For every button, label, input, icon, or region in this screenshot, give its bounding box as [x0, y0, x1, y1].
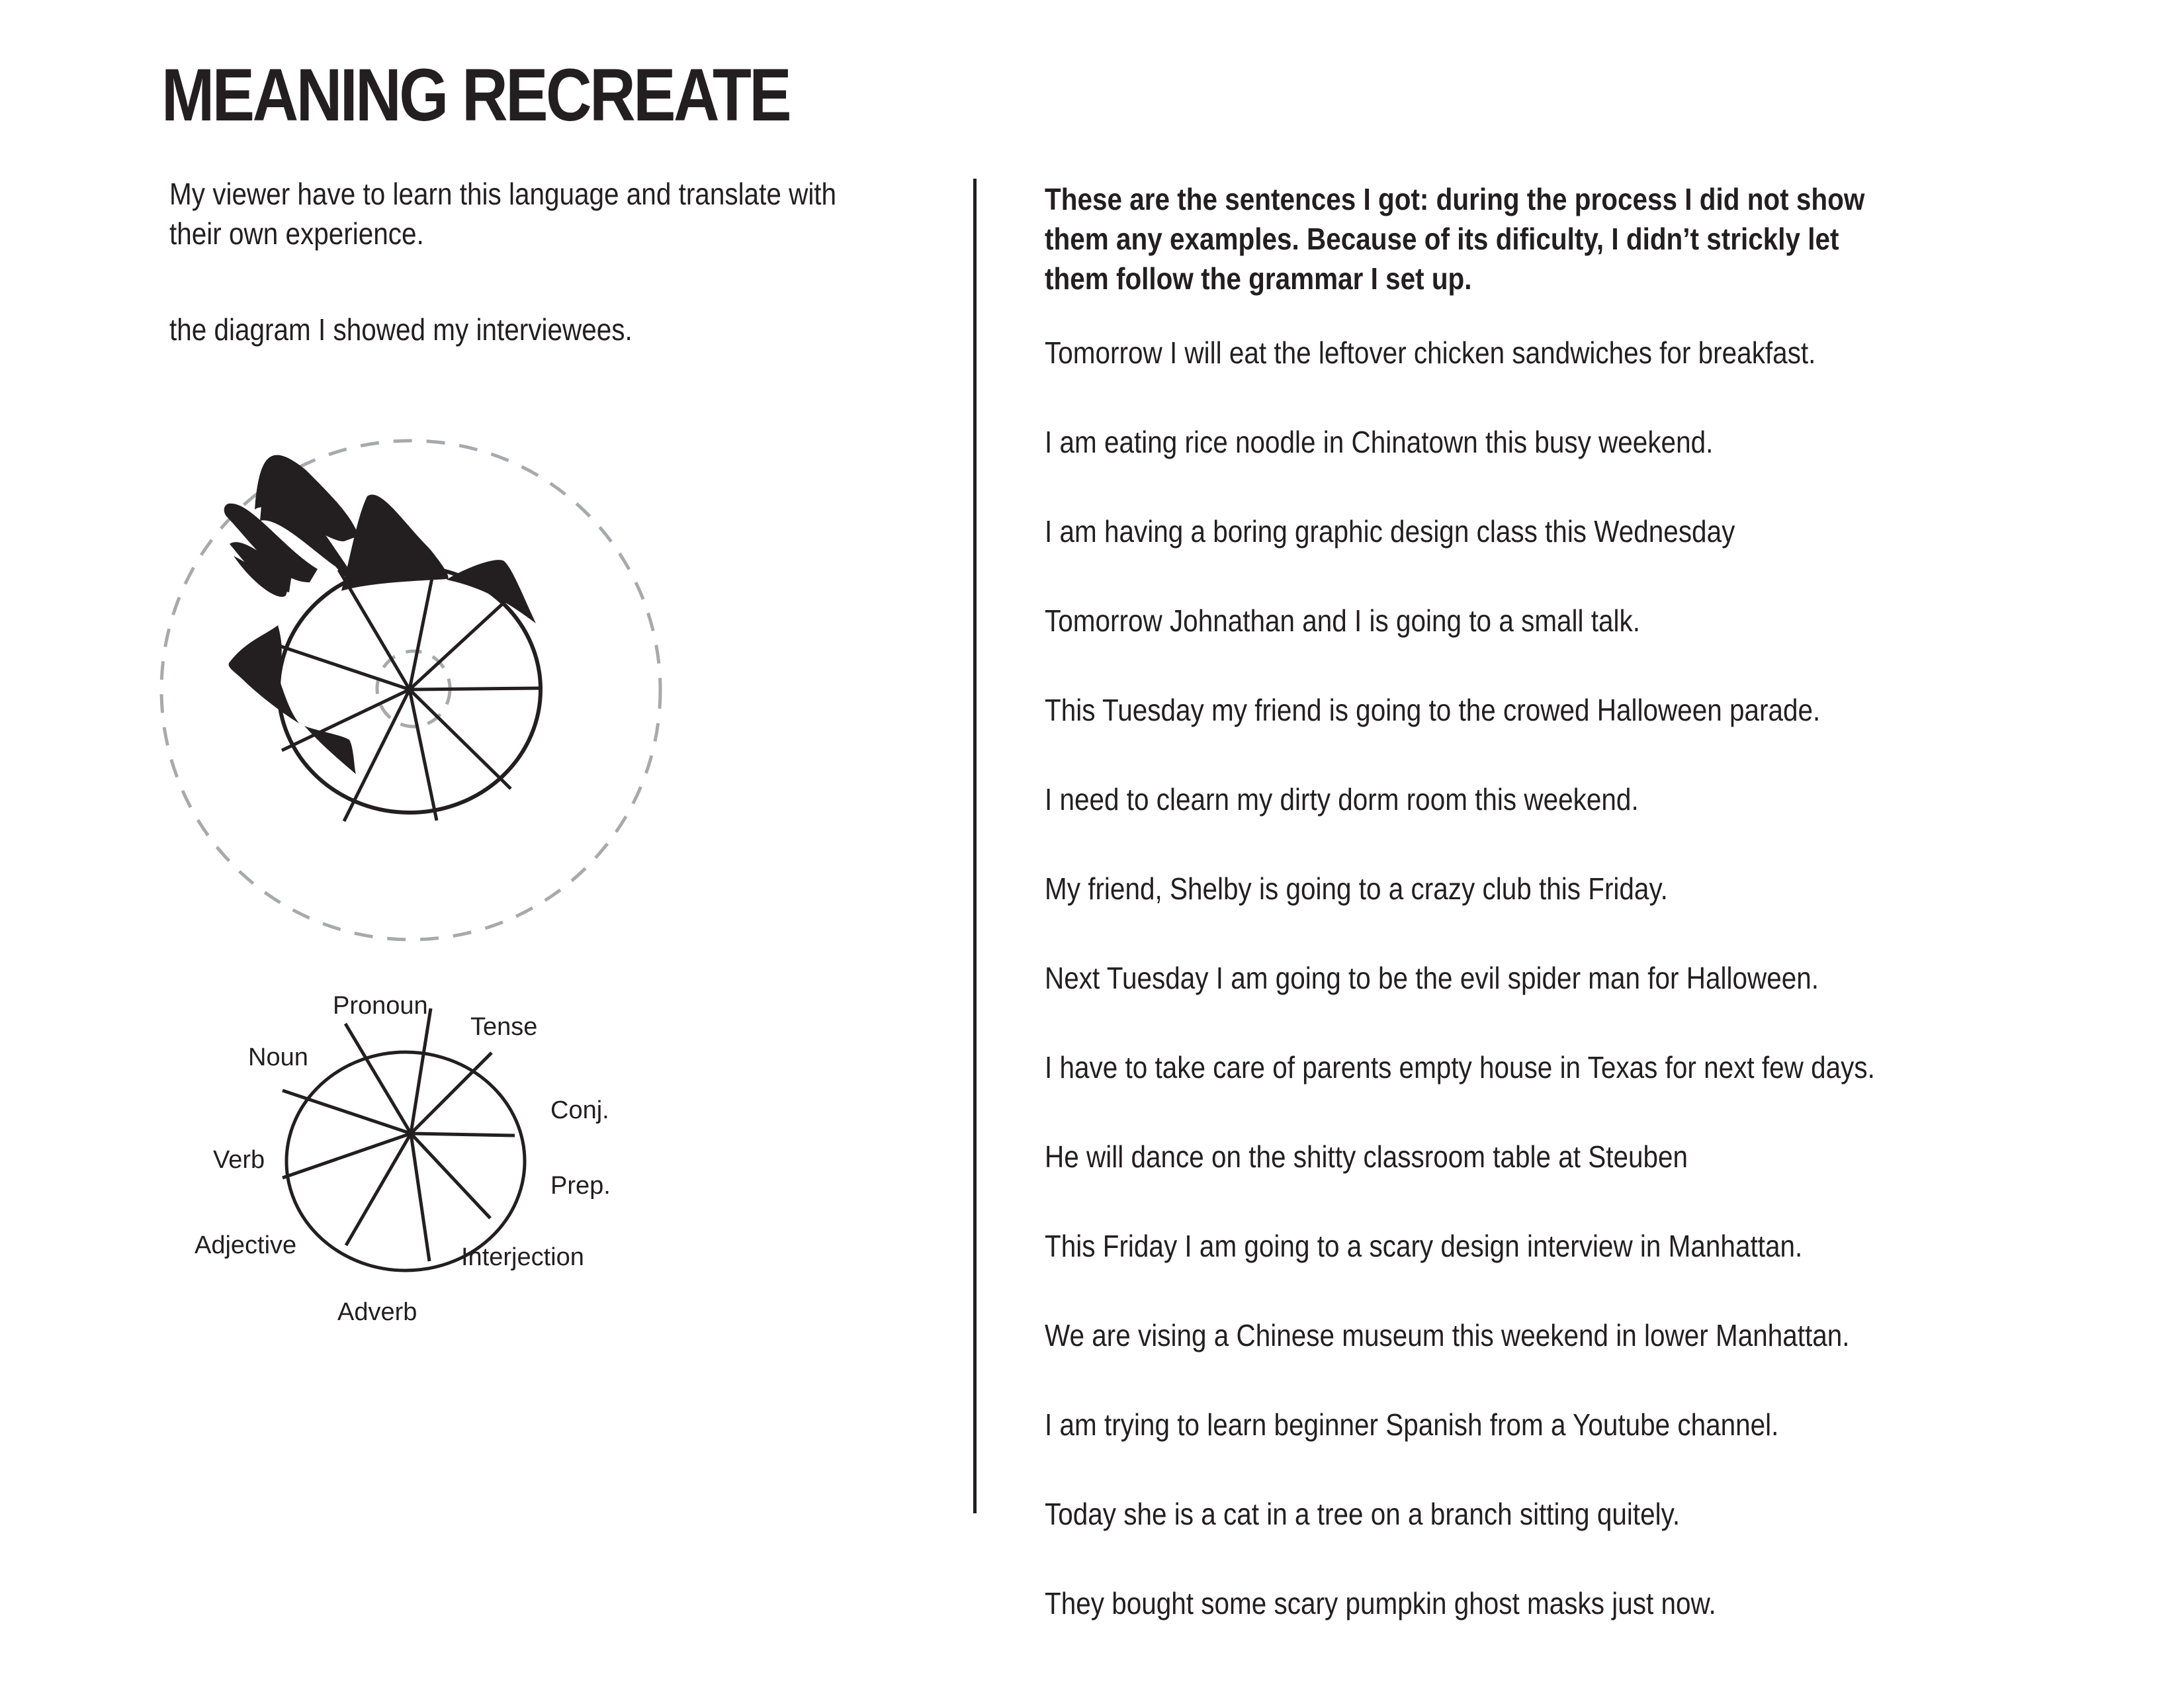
page-title: MEANING RECREATE	[161, 54, 790, 136]
sentence-item: I have to take care of parents empty house in Texas for next few days.	[1045, 1050, 1875, 1085]
spoke-adverb-adjective	[346, 1133, 411, 1245]
label-verb: Verb	[213, 1146, 265, 1174]
sentence-item: Next Tuesday I am going to be the evil spider man for Halloween.	[1045, 961, 1819, 995]
sentences-heading-line-3: them follow the grammar I set up.	[1045, 261, 1472, 296]
label-noun: Noun	[248, 1044, 308, 1071]
sentence-item: This Tuesday my friend is going to the crowed Halloween parade.	[1045, 693, 1821, 727]
label-tense: Tense	[470, 1013, 538, 1041]
spoke-verb-noun	[283, 1090, 411, 1133]
column-divider	[973, 179, 977, 1513]
sentence-item: They bought some scary pumpkin ghost masks just now.	[1045, 1586, 1716, 1621]
intro-line-1: My viewer have to learn this language and translate with	[169, 177, 837, 211]
intro-line-2: their own experience.	[169, 216, 424, 251]
sentence-item: I am eating rice noodle in Chinatown this busy weekend.	[1045, 425, 1714, 459]
sentence-item: Tomorrow I will eat the leftover chicken sandwiches for breakfast.	[1045, 335, 1816, 370]
label-adjective: Adjective	[195, 1231, 297, 1259]
sentence-item: My friend, Shelby is going to a crazy club this Friday.	[1045, 871, 1668, 906]
sentence-item: I am trying to learn beginner Spanish from a Youtube channel.	[1045, 1407, 1779, 1442]
spoke-adjective-verb	[283, 1133, 411, 1178]
label-prep: Prep.	[550, 1172, 611, 1200]
label-adverb: Adverb	[337, 1298, 417, 1326]
label-conj: Conj.	[550, 1096, 609, 1124]
sentences-heading-line-1: These are the sentences I got: during the process I did not show	[1045, 182, 1865, 216]
label-pronoun: Pronoun	[333, 992, 428, 1020]
spoke-noun	[345, 1024, 411, 1133]
sentence-item: Tomorrow Johnathan and I is going to a small talk.	[1045, 603, 1641, 638]
spoke-conj-prep	[411, 1133, 515, 1135]
sentence-item: We are vising a Chinese museum this weekend in lower Manhattan.	[1045, 1318, 1850, 1353]
diagram-caption: the diagram I showed my interviewees.	[169, 312, 633, 347]
sentence-item: He will dance on the shitty classroom table at Steuben	[1045, 1139, 1688, 1174]
sentence-item: I am having a boring graphic design class this Wednesday	[1045, 514, 1735, 549]
sentence-item: I need to clearn my dirty dorm room this weekend.	[1045, 782, 1639, 817]
sentence-item: This Friday I am going to a scary design interview in Manhattan.	[1045, 1229, 1803, 1263]
sentence-item: Today she is a cat in a tree on a branch sitting quitely.	[1045, 1497, 1681, 1531]
sentences-heading-line-2: them any examples. Because of its dificulty, I didn’t strickly let	[1045, 222, 1839, 256]
label-interjection: Interjection	[461, 1243, 584, 1271]
legend-wheel-circle	[286, 1052, 525, 1270]
